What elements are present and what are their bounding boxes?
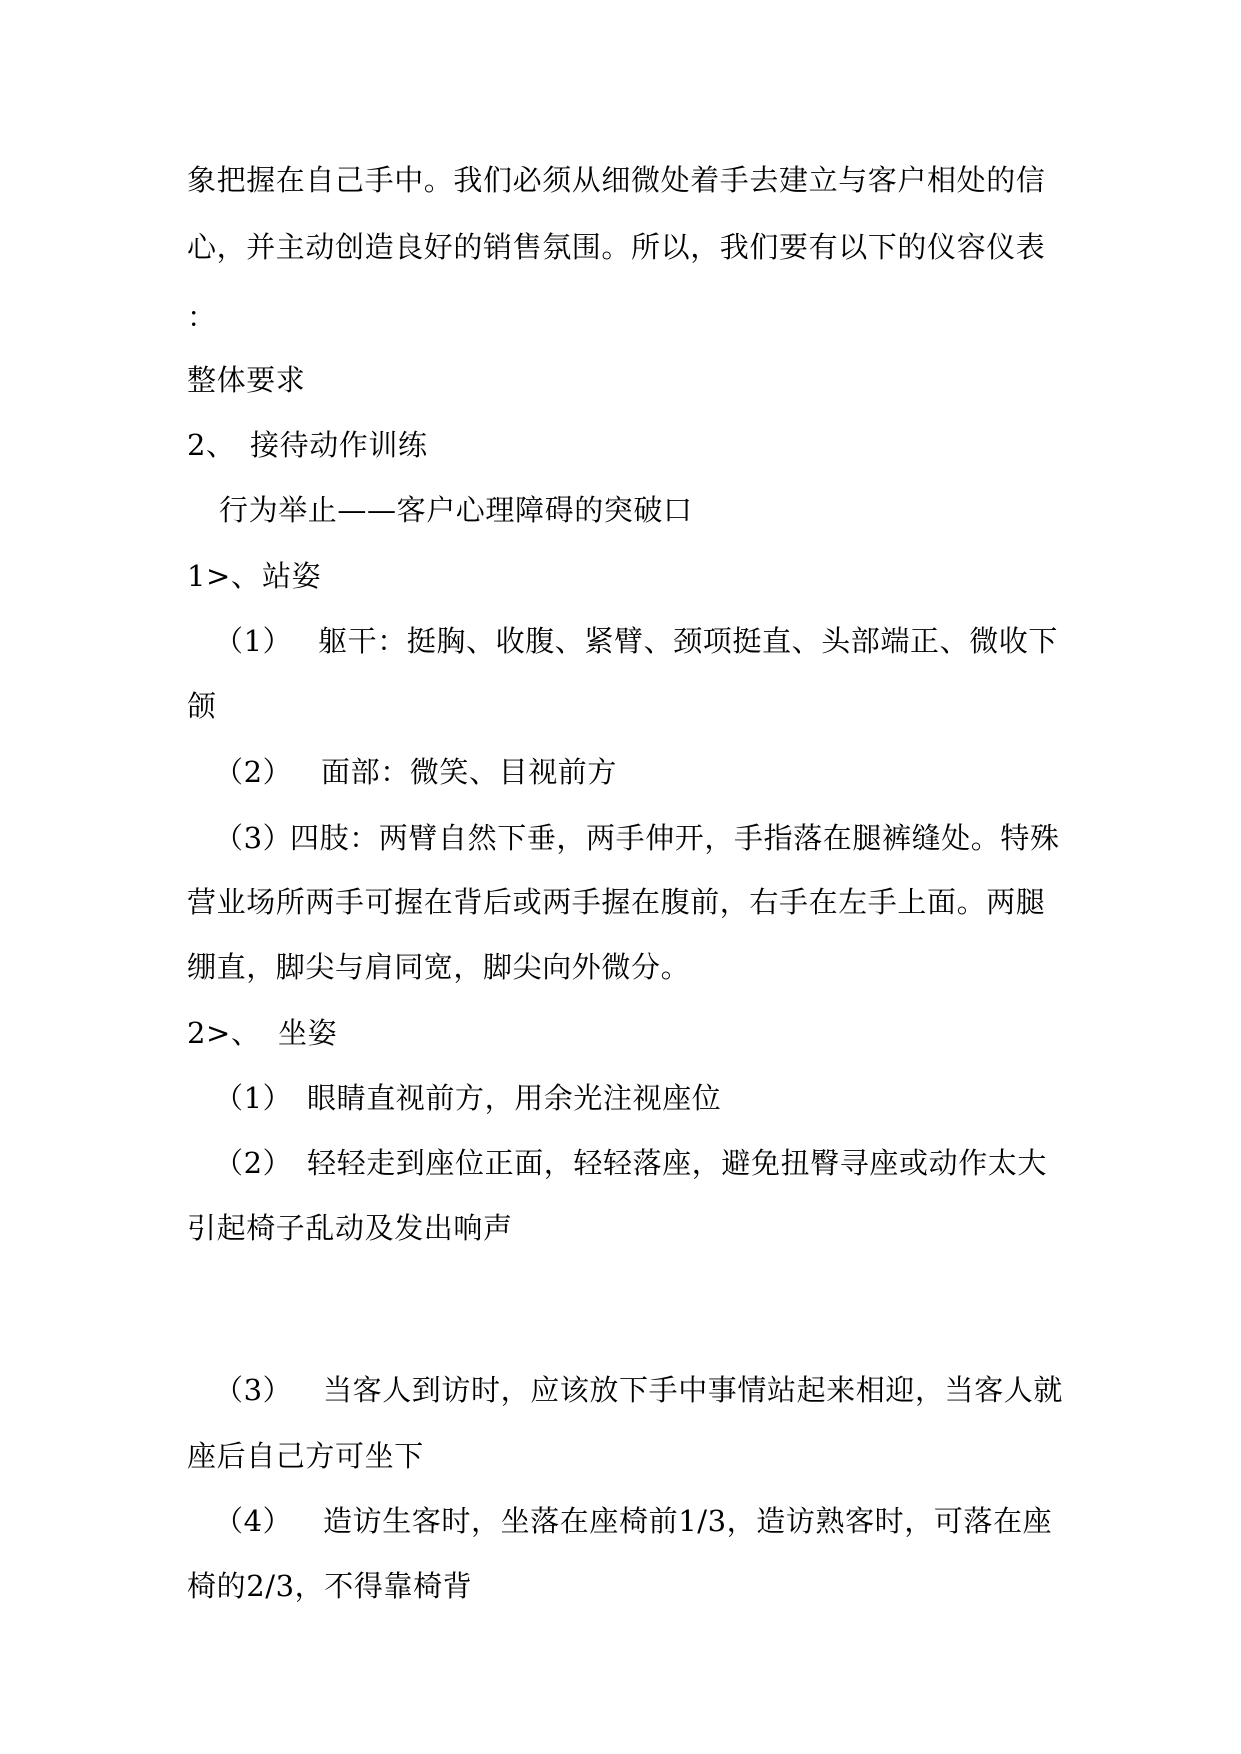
item-text: 轻轻走到座位正面，轻轻落座，避免扭臀寻座或动作太大 [307, 1146, 1048, 1180]
item-continuation: 绷直，脚尖与肩同宽，脚尖向外微分。 [187, 950, 691, 984]
intro-line: 象把握在自己手中。我们必须从细微处着手去建立与客户相处的信 [187, 163, 1046, 197]
item-text: 造访生客时，坐落在座椅前1/3，造访熟客时，可落在座 [323, 1504, 1053, 1538]
subsection-title: 坐姿 [278, 1016, 338, 1050]
section-title: 接待动作训练 [250, 428, 428, 462]
item-text: 面部：微笑、目视前方 [321, 755, 618, 789]
item-text: 当客人到访时，应该放下手中事情站起来相迎，当客人就 [323, 1373, 1064, 1407]
item-text: 躯干：挺胸、收腹、紧臂、颈项挺直、头部端正、微收下 [318, 624, 1059, 658]
intro-line: 心，并主动创造良好的销售氛围。所以，我们要有以下的仪容仪表 [187, 230, 1046, 264]
item-label: （3） [214, 1373, 293, 1407]
item-label: （3） [214, 821, 293, 855]
item-label: （2） [214, 1146, 293, 1180]
item-continuation: 颌 [187, 689, 217, 723]
overall-heading: 整体要求 [187, 363, 306, 397]
item-label: （1） [214, 1081, 293, 1115]
subsection-title: 站姿 [262, 559, 322, 593]
item-label: （1） [214, 624, 293, 658]
item-label: （4） [214, 1504, 293, 1538]
subsection-number: 2>、 [187, 1016, 261, 1050]
item-text: 四肢：两臂自然下垂，两手伸开，手指落在腿裤缝处。特殊 [290, 821, 1060, 855]
item-continuation: 营业场所两手可握在背后或两手握在腹前，右手在左手上面。两腿 [187, 885, 1046, 919]
section-number: 2、 [187, 428, 236, 462]
item-continuation: 引起椅子乱动及发出响声 [187, 1211, 513, 1245]
item-continuation: 椅的2/3，不得靠椅背 [187, 1569, 473, 1603]
item-label: （2） [214, 755, 293, 789]
section-subtitle: 行为举止——客户心理障碍的突破口 [219, 493, 693, 527]
item-continuation: 座后自己方可坐下 [187, 1439, 424, 1473]
item-text: 眼睛直视前方，用余光注视座位 [307, 1081, 722, 1115]
intro-line: ： [187, 300, 217, 334]
subsection-number: 1>、 [187, 559, 261, 593]
